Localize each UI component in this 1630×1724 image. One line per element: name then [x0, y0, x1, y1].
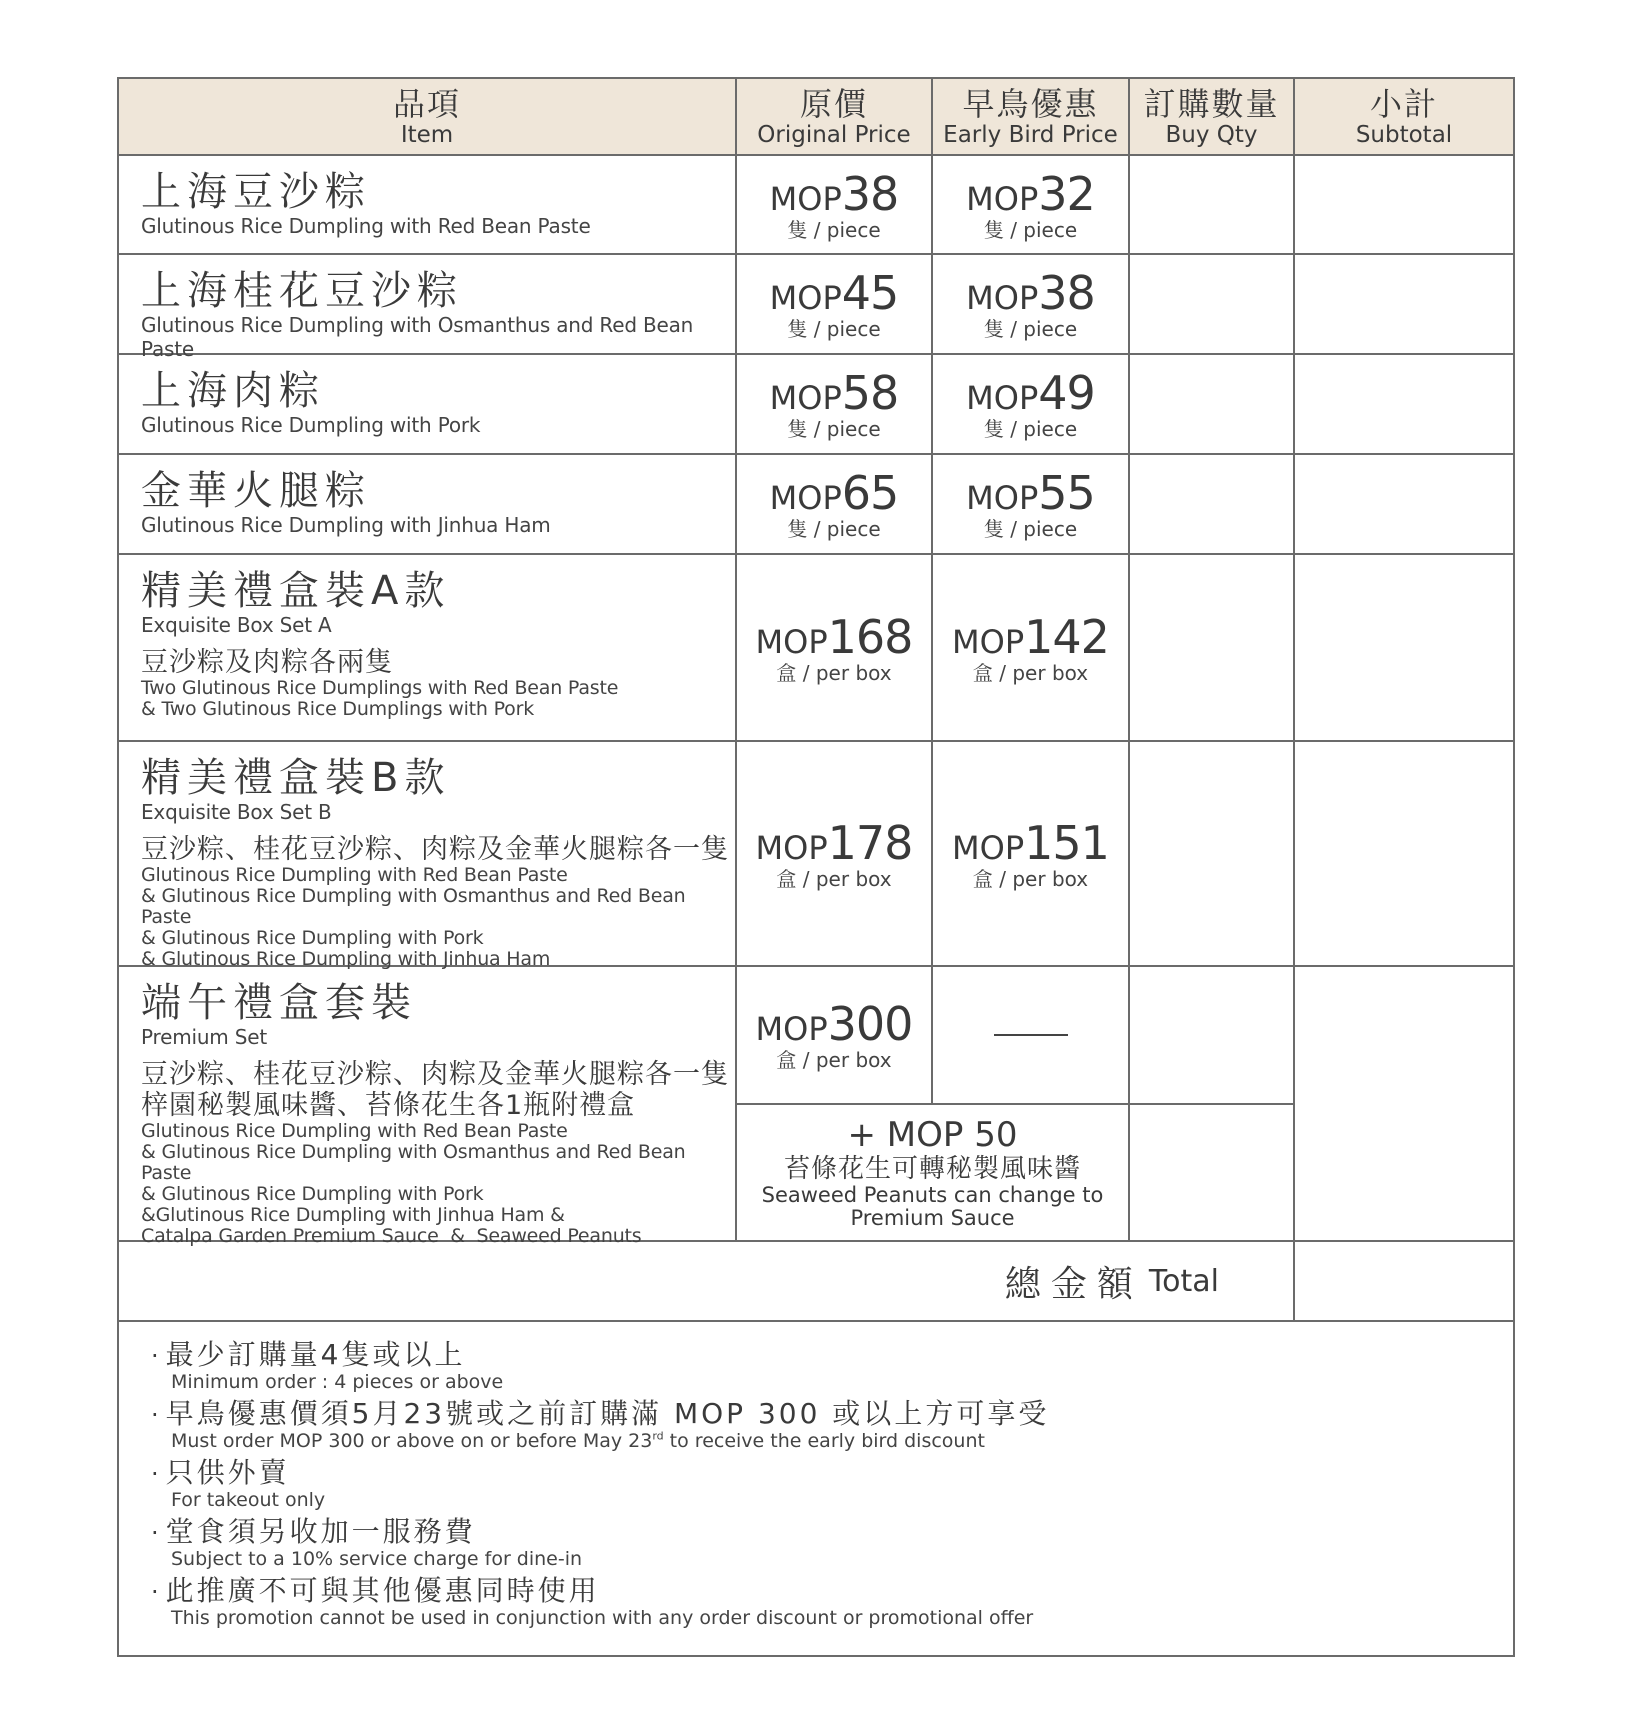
early-bird-price: [933, 255, 1130, 355]
item-name-zh: 精美禮盒裝B款: [141, 755, 451, 801]
price-value: 38: [1038, 266, 1095, 320]
currency: MOP: [966, 379, 1039, 417]
currency: MOP: [966, 479, 1039, 517]
item-cell: [119, 967, 737, 1247]
item-name-en: Premium Set: [141, 1025, 267, 1049]
item-name-zh: 端午禮盒套裝: [141, 980, 417, 1026]
order-table: [119, 79, 1513, 1322]
item-cell: [119, 156, 737, 255]
header-original-en: Original Price: [757, 121, 911, 148]
note-en: Must order MOP 300 or above on or before May 23rd to receive the early bird discount: [171, 1429, 985, 1452]
price-unit: 隻 / piece: [787, 517, 881, 541]
original-price: [737, 255, 933, 355]
price-unit: 盒 / per box: [776, 866, 892, 891]
price-value: 55: [1038, 466, 1095, 520]
header-qty-zh: 訂購數量: [1143, 84, 1280, 123]
note-en: For takeout only: [171, 1489, 326, 1511]
item-desc-en: & Two Glutinous Rice Dumplings with Pork: [141, 698, 535, 720]
item-desc-en: Glutinous Rice Dumpling with Red Bean Paste: [141, 864, 568, 886]
early-bird-price: [933, 555, 1130, 742]
early-bird-price-none: [933, 967, 1130, 1105]
currency: MOP: [755, 828, 828, 867]
header-original-zh: 原價: [799, 84, 868, 123]
header-item-zh: 品項: [392, 84, 461, 123]
price-unit: 盒 / per box: [972, 660, 1089, 685]
early-bird-price: [933, 355, 1130, 455]
item-name-zh: 上海肉粽: [141, 368, 325, 414]
header-item: [119, 79, 737, 156]
price-unit: 隻 / piece: [787, 417, 881, 441]
qty-field[interactable]: [1130, 355, 1295, 455]
item-name-zh: 金華火腿粽: [141, 468, 371, 514]
qty-field[interactable]: [1130, 255, 1295, 355]
item-desc-zh: 豆沙粽、桂花豆沙粽、肉粽及金華火腿粽各一隻: [141, 1059, 729, 1090]
note-zh: 只供外賣: [165, 1456, 290, 1489]
item-desc-en: Glutinous Rice Dumpling with Red Bean Paste: [141, 1120, 568, 1142]
total-field[interactable]: [1295, 1242, 1513, 1322]
item-desc-en: Two Glutinous Rice Dumplings with Red Bean Paste: [141, 677, 619, 699]
note-zh: 早鳥優惠價須5月23號或之前訂購滿 MOP 300 或以上方可享受: [165, 1397, 1050, 1430]
total-label: [119, 1242, 1295, 1322]
price-unit: 隻 / piece: [983, 417, 1078, 441]
item-name-zh: 上海豆沙粽: [141, 169, 371, 215]
item-name-en: Glutinous Rice Dumpling with Jinhua Ham: [141, 513, 551, 537]
item-name-zh: 精美禮盒裝A款: [141, 568, 451, 614]
total-label-en: Total: [1148, 1263, 1219, 1299]
order-form: [117, 77, 1515, 1657]
price-value: 168: [827, 609, 913, 664]
note-en: Minimum order : 4 pieces or above: [171, 1371, 504, 1393]
note-item: · 堂食須另收加一服務費 Subject to a 10% service charge for dine-in: [151, 1517, 1513, 1570]
original-price: [737, 355, 933, 455]
item-desc-en: & Glutinous Rice Dumpling with Osmanthus and Red Bean Paste: [141, 1141, 686, 1184]
item-desc-en: & Glutinous Rice Dumpling with Osmanthus and Red Bean Paste: [141, 885, 686, 928]
addon-qty-field[interactable]: [1130, 1105, 1295, 1242]
price-value: 142: [1024, 609, 1109, 664]
currency: MOP: [755, 1010, 828, 1048]
price-unit: 隻 / piece: [983, 517, 1078, 541]
item-desc-en: Catalpa Garden Premium Sauce & Seaweed Peanuts: [141, 1225, 642, 1247]
item-desc-en: &Glutinous Rice Dumpling with Jinhua Ham &: [141, 1204, 565, 1226]
subtotal-field[interactable]: [1295, 967, 1513, 1242]
original-price: [737, 555, 933, 742]
item-name-en: Glutinous Rice Dumpling with Pork: [141, 413, 481, 437]
note-item: · 只供外賣 For takeout only: [151, 1458, 1513, 1511]
header-item-en: Item: [400, 121, 454, 148]
note-zh: 此推廣不可與其他優惠同時使用: [165, 1574, 600, 1607]
note-en: Subject to a 10% service charge for dine-in: [171, 1548, 583, 1570]
note-item: · 早鳥優惠價須5月23號或之前訂購滿 MOP 300 或以上方可享受 Must order MOP 300 or above on or before May 23rd to receive the early bird discount: [151, 1399, 1513, 1452]
item-cell: [119, 255, 737, 361]
addon-desc-en-1: Seaweed Peanuts can change to: [761, 1182, 1104, 1207]
early-bird-price: [933, 156, 1130, 255]
item-desc-zh: 梓園秘製風味醬、苔條花生各1瓶附禮盒: [141, 1090, 636, 1121]
price-value: 38: [841, 166, 899, 221]
original-price: [737, 455, 933, 555]
qty-field[interactable]: [1130, 455, 1295, 555]
header-buy-qty: [1130, 79, 1295, 156]
currency: MOP: [769, 479, 842, 517]
price-value: 58: [841, 366, 899, 420]
header-subtotal-zh: 小計: [1369, 84, 1438, 123]
item-cell: [119, 742, 737, 970]
addon-desc-zh: 苔條花生可轉秘製風味醬: [783, 1153, 1081, 1184]
qty-field[interactable]: [1130, 742, 1295, 967]
subtotal-field[interactable]: [1295, 156, 1513, 255]
subtotal-field[interactable]: [1295, 255, 1513, 355]
price-value: 178: [827, 815, 913, 870]
total-label-zh: 總金額: [1004, 1263, 1143, 1305]
note-en: This promotion cannot be used in conjunction with any order discount or promotional offer: [171, 1607, 1034, 1629]
subtotal-field[interactable]: [1295, 355, 1513, 455]
price-value: 151: [1024, 815, 1109, 870]
qty-field[interactable]: [1130, 555, 1295, 742]
currency: MOP: [952, 828, 1025, 867]
item-desc-en: & Glutinous Rice Dumpling with Jinhua Ham: [141, 948, 551, 970]
item-desc-en: & Glutinous Rice Dumpling with Pork: [141, 1183, 484, 1205]
note-zh: 最少訂購量4隻或以上: [165, 1338, 466, 1371]
header-early-bird-price: [933, 79, 1130, 156]
item-name-en: Exquisite Box Set A: [141, 613, 332, 637]
price-unit: 盒 / per box: [776, 1048, 892, 1072]
qty-field[interactable]: [1130, 156, 1295, 255]
header-subtotal-en: Subtotal: [1355, 121, 1453, 148]
item-cell: [119, 355, 737, 455]
header-early-en: Early Bird Price: [943, 121, 1118, 148]
header-qty-en: Buy Qty: [1165, 121, 1258, 148]
price-value: 49: [1038, 366, 1095, 420]
item-cell: [119, 455, 737, 555]
price-value: 32: [1038, 166, 1095, 221]
currency: MOP: [769, 279, 842, 317]
subtotal-field[interactable]: [1295, 742, 1513, 967]
original-price: [737, 156, 933, 255]
early-bird-price: [933, 455, 1130, 555]
item-name-zh: 上海桂花豆沙粽: [141, 268, 463, 314]
terms-notes: [119, 1322, 1513, 1655]
addon-price: + MOP 50: [847, 1114, 1018, 1155]
price-value: 300: [827, 997, 913, 1051]
item-desc-zh: 豆沙粽、桂花豆沙粽、肉粽及金華火腿粽各一隻: [141, 834, 729, 865]
note-item: · 最少訂購量4隻或以上 Minimum order : 4 pieces or above: [151, 1340, 1513, 1393]
item-desc-en: & Glutinous Rice Dumpling with Pork: [141, 927, 484, 949]
dash-line: [994, 1034, 1068, 1036]
original-price: [737, 742, 933, 967]
addon-desc-en-2: Premium Sauce: [850, 1205, 1015, 1230]
item-cell: [119, 555, 737, 742]
header-subtotal: [1295, 79, 1513, 156]
currency: MOP: [966, 179, 1039, 218]
price-unit: 盒 / per box: [776, 660, 892, 685]
qty-field[interactable]: [1130, 967, 1295, 1105]
note-zh: 堂食須另收加一服務費: [165, 1515, 476, 1548]
item-name-en: Glutinous Rice Dumpling with Red Bean Paste: [141, 214, 591, 238]
currency: MOP: [952, 622, 1025, 661]
currency: MOP: [755, 622, 828, 661]
currency: MOP: [769, 379, 842, 417]
item-name-en: Exquisite Box Set B: [141, 800, 332, 824]
item-name-en: Glutinous Rice Dumpling with Osmanthus and Red Bean Paste: [141, 313, 694, 361]
currency: MOP: [966, 279, 1039, 317]
subtotal-field[interactable]: [1295, 455, 1513, 555]
price-unit: 隻 / piece: [983, 217, 1078, 242]
addon-option: [737, 1105, 1130, 1242]
early-bird-price: [933, 742, 1130, 967]
original-price: [737, 967, 933, 1105]
price-unit: 隻 / piece: [787, 317, 881, 341]
price-value: 65: [841, 466, 899, 520]
header-early-zh: 早鳥優惠: [962, 84, 1099, 123]
price-unit: 隻 / piece: [983, 317, 1078, 341]
price-unit: 盒 / per box: [972, 866, 1089, 891]
item-desc-zh: 豆沙粽及肉粽各兩隻: [141, 647, 393, 678]
note-item: · 此推廣不可與其他優惠同時使用 This promotion cannot be used in conjunction with any order discount or promotional offer: [151, 1576, 1513, 1629]
price-unit: 隻 / piece: [787, 217, 881, 242]
subtotal-field[interactable]: [1295, 555, 1513, 742]
header-original-price: [737, 79, 933, 156]
price-value: 45: [841, 266, 899, 320]
currency: MOP: [769, 179, 842, 218]
